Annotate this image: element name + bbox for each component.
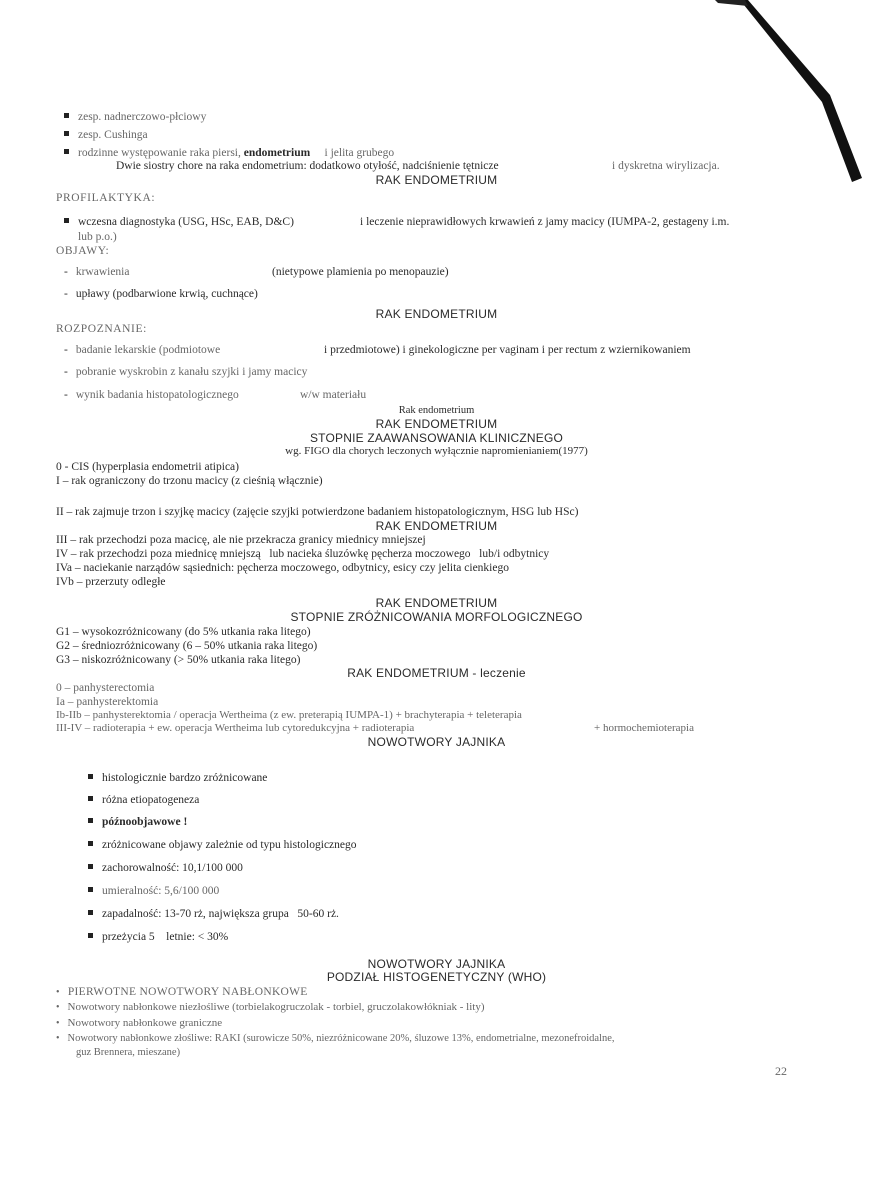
treatment-3-4-tail: + hormochemioterapia bbox=[594, 722, 694, 734]
bullet-square-icon bbox=[88, 864, 93, 869]
stage-2: II – rak zajmuje trzon i szyjkę macicy (zajęcie szyjki potwierdzone badaniem histopatologicznym, HSG lub HSc) bbox=[56, 506, 579, 518]
treatment-0: 0 – panhysterectomia bbox=[56, 682, 155, 694]
jajnik-item-3: późnoobjawowe ! bbox=[88, 815, 187, 829]
grade-g3: G3 – niskozróżnicowany (> 50% utkania raka litego) bbox=[56, 654, 301, 666]
bullet-adrenogenital: zesp. nadnerczowo-płciowy bbox=[64, 110, 206, 124]
stage-3: III – rak przechodzi poza macicę, ale nie przekracza granicy miednicy mniejszej bbox=[56, 534, 426, 546]
bullet-square-icon bbox=[88, 774, 93, 779]
stage-4b: IVb – przerzuty odległe bbox=[56, 576, 166, 588]
jajnik-item-8: przeżycia 5 letnie: < 30% bbox=[88, 930, 228, 944]
treatment-1a: Ia – panhysterektomia bbox=[56, 696, 159, 708]
bullet-square-icon bbox=[88, 910, 93, 915]
stage-0: 0 - CIS (hyperplasia endometrii atipica) bbox=[56, 461, 239, 473]
label-profilaktyka: PROFILAKTYKA: bbox=[56, 192, 156, 204]
podzial-item-2: • Nowotwory nabłonkowe niezłośliwe (torbielakogruczolak - torbiel, gruczolakowłókniak - lity) bbox=[56, 1001, 485, 1013]
jajnik-item-1: histologicznie bardzo zróżnicowane bbox=[88, 771, 267, 785]
bullet-square-icon bbox=[88, 796, 93, 801]
heading-leczenie: RAK ENDOMETRIUM - leczenie bbox=[347, 666, 526, 680]
objawy-item-1-detail: (nietypowe plamienia po menopauzie) bbox=[272, 266, 449, 278]
podzial-item-4-cont: guz Brennera, mieszane) bbox=[76, 1047, 181, 1058]
treatment-1b: Ib-IIb – panhysterektomia / operacja Wertheima (z ew. preterapią IUMPA-1) + brachyterapia + teleterapia bbox=[56, 709, 522, 721]
bullet-square-icon bbox=[64, 113, 69, 118]
grade-g1: G1 – wysokozróżnicowany (do 5% utkania raka litego) bbox=[56, 626, 311, 638]
objawy-item-2: - upławy (podbarwione krwią, cuchnące) bbox=[64, 288, 258, 300]
objawy-item-1: - krwawienia bbox=[64, 266, 130, 278]
rozpoznanie-item-1-detail: i przedmiotowe) i ginekologiczne per vaginam i per rectum z wziernikowaniem bbox=[324, 344, 691, 356]
jajnik-item-6: umieralność: 5,6/100 000 bbox=[88, 884, 219, 898]
jajnik-item-5: zachorowalność: 10,1/100 000 bbox=[88, 861, 243, 875]
heading-rak-endometrium-3: RAK ENDOMETRIUM bbox=[375, 417, 498, 431]
grade-g2: G2 – średniozróżnicowany (6 – 50% utkania raka litego) bbox=[56, 640, 318, 652]
heading-rak-endometrium-2: RAK ENDOMETRIUM bbox=[375, 307, 498, 321]
rozpoznanie-item-3-detail: w/w materiału bbox=[300, 389, 367, 401]
bullet-square-icon bbox=[88, 933, 93, 938]
bullet-square-icon bbox=[88, 818, 93, 823]
bullet-square-icon bbox=[64, 149, 69, 154]
sisters-line: Dwie siostry chore na raka endometrium: dodatkowo otyłość, nadciśnienie tętnicze bbox=[116, 160, 499, 172]
heading-nowotwory-jajnika-2: NOWOTWORY JAJNIKA bbox=[367, 957, 506, 971]
sisters-line-tail: i dyskretna wirylizacja. bbox=[612, 160, 720, 172]
bullet-square-icon bbox=[88, 841, 93, 846]
podzial-item-4: • Nowotwory nabłonkowe złośliwe: RAKI (surowicze 50%, niezróżnicowane 20%, śluzowe 13%, endometrialne, mezonefroidalne, bbox=[56, 1033, 615, 1044]
podzial-item-3: • Nowotwory nabłonkowe graniczne bbox=[56, 1017, 223, 1029]
heading-stopnie-morfologiczne: STOPNIE ZRÓŻNICOWANIA MORFOLOGICZNEGO bbox=[290, 610, 583, 624]
bullet-square-icon bbox=[64, 218, 69, 223]
profilaktyka-continued: i leczenie nieprawidłowych krwawień z jamy macicy (IUMPA-2, gestageny i.m. bbox=[360, 216, 730, 228]
bullet-cushing: zesp. Cushinga bbox=[64, 128, 148, 142]
bullet-square-icon bbox=[88, 887, 93, 892]
treatment-3-4: III-IV – radioterapia + ew. operacja Wertheima lub cytoredukcyjna + radioterapia bbox=[56, 722, 415, 734]
heading-stopnie-kliniczne: STOPNIE ZAAWANSOWANIA KLINICZNEGO bbox=[309, 431, 564, 445]
bullet-square-icon bbox=[64, 131, 69, 136]
subheading-figo: wg. FIGO dla chorych leczonych wyłącznie napromienianiem(1977) bbox=[285, 445, 588, 457]
stage-4: IV – rak przechodzi poza miednicę mniejszą lub nacieka śluzówkę pęcherza moczowego lub/i odbytnicy bbox=[56, 548, 550, 560]
podzial-item-1: • PIERWOTNE NOWOTWORY NABŁONKOWE bbox=[56, 986, 308, 998]
jajnik-item-2: różna etiopatogeneza bbox=[88, 793, 199, 807]
rozpoznanie-item-2: - pobranie wyskrobin z kanału szyjki i jamy macicy bbox=[64, 366, 308, 378]
heading-rak-endometrium-4: RAK ENDOMETRIUM bbox=[375, 519, 498, 533]
heading-podzial-histogenetyczny: PODZIAŁ HISTOGENETYCZNY (WHO) bbox=[326, 970, 547, 984]
label-objawy: OBJAWY: bbox=[56, 245, 110, 257]
heading-rak-endometrium-5: RAK ENDOMETRIUM bbox=[375, 596, 498, 610]
bullet-profilaktyka: wczesna diagnostyka (USG, HSc, EAB, D&C) bbox=[64, 215, 294, 229]
stage-4a: IVa – naciekanie narządów sąsiednich: pęcherza moczowego, odbytnicy, esicy czy jelita cienkiego bbox=[56, 562, 509, 574]
rozpoznanie-item-3: - wynik badania histopatologicznego bbox=[64, 389, 239, 401]
subheading-rak-endometrium: Rak endometrium bbox=[398, 405, 475, 416]
rozpoznanie-item-1: - badanie lekarskie (podmiotowe bbox=[64, 344, 221, 356]
heading-rak-endometrium-1: RAK ENDOMETRIUM bbox=[375, 173, 498, 187]
jajnik-item-4: zróżnicowane objawy zależnie od typu histologicznego bbox=[88, 838, 357, 852]
page-number: 22 bbox=[775, 1064, 787, 1078]
bullet-family-history: rodzinne występowanie raka piersi, endometrium i jelita grubego bbox=[64, 146, 394, 160]
profilaktyka-continued-2: lub p.o.) bbox=[78, 231, 117, 243]
stage-1: I – rak ograniczony do trzonu macicy (z cieśnią włącznie) bbox=[56, 475, 323, 487]
heading-nowotwory-jajnika-1: NOWOTWORY JAJNIKA bbox=[367, 735, 506, 749]
label-rozpoznanie: ROZPOZNANIE: bbox=[56, 323, 147, 335]
jajnik-item-7: zapadalność: 13-70 rż, największa grupa 50-60 rż. bbox=[88, 907, 339, 921]
